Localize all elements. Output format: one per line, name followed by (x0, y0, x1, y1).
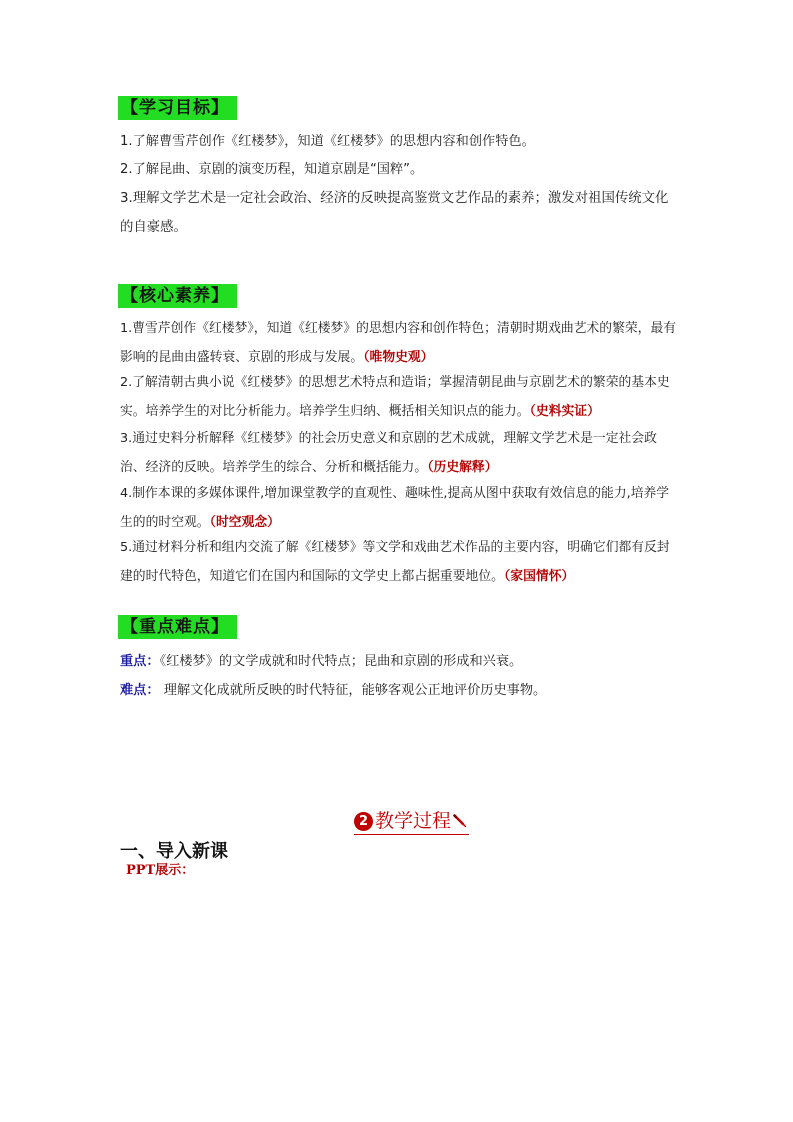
learning-goals-tag: 【学习目标】 (118, 96, 237, 120)
literacy-item-2 (120, 368, 680, 426)
literacy-item-3 (120, 424, 680, 482)
literacy-item-5-label: （家国情怀） (503, 569, 575, 584)
goal-item-3: 3.理解文学艺术是一定社会政治、经济的反映提高鉴赏文艺作品的素养；激发对祖国传统文化的自豪感。 (120, 191, 669, 235)
literacy-item-1 (120, 314, 680, 372)
difficult-point-label: 难点： (120, 683, 160, 698)
literacy-item-4 (120, 479, 680, 537)
pencil-icon (453, 814, 467, 828)
teaching-process-title-text: 教学过程 (375, 810, 452, 832)
number-circle-icon: 2 (354, 812, 373, 831)
goal-item-1: 1.了解曹雪芹创作《红楼梦》，知道《红楼梦》的思想内容和创作特色。 (120, 134, 535, 149)
literacy-item-2-text: 2.了解清朝古典小说《红楼梦》的思想艺术特点和造诣；掌握清朝昆曲与京剧艺术的繁荣的基本史实。培养学生的对比分析能力。培养学生归纳、概括相关知识点的能力。 (120, 375, 670, 419)
key-difficult-tag: 【重点难点】 (118, 615, 237, 639)
key-point-text: 《红楼梦》的文学成就和时代特点；昆曲和京剧的形成和兴衰。 (159, 654, 523, 669)
core-literacy-tag: 【核心素养】 (118, 284, 237, 308)
teaching-process-title (354, 808, 469, 835)
literacy-item-2-label: （史料实证） (529, 404, 600, 419)
key-point-label: 重点： (120, 654, 160, 669)
difficult-point-text: 理解文化成就所反映的时代特征，能够客观公正地评价历史事物。 (163, 683, 547, 698)
goal-item-2: 2.了解昆曲、京剧的演变历程，知道京剧是“国粹”。 (120, 162, 424, 177)
literacy-item-4-label: （时空观念） (209, 515, 280, 530)
ppt-display-label: PPT展示： (126, 863, 195, 878)
literacy-item-3-label: （历史解释） (427, 460, 498, 475)
literacy-item-5 (120, 533, 680, 591)
literacy-item-1-label: （唯物史观） (363, 350, 434, 365)
key-point (120, 652, 680, 672)
literacy-item-4-text: 4.制作本课的多媒体课件,增加课堂教学的直观性、趣味性,提高从图中获取有效信息的能力,培养学生的的时空观。 (120, 486, 670, 530)
difficult-point (120, 681, 680, 701)
literacy-item-3-text: 3.通过史料分析解释《红楼梦》的社会历史意义和京剧的艺术成就，理解文学艺术是一定社会政治、经济的反映。培养学生的综合、分析和概括能力。 (120, 431, 657, 475)
literacy-item-1-text: 1.曹雪芹创作《红楼梦》，知道《红楼梦》的思想内容和创作特色；清朝时期戏曲艺术的繁荣，最有影响的昆曲由盛转衰、京剧的形成与发展。 (120, 321, 677, 365)
section-heading-intro: 一、导入新课 (120, 841, 228, 862)
literacy-item-5-text: 5.通过材料分析和组内交流了解《红楼梦》等文学和戏曲艺术作品的主要内容，明确它们都有反封建的时代特色，知道它们在国内和国际的文学史上都占据重要地位。 (120, 540, 670, 584)
